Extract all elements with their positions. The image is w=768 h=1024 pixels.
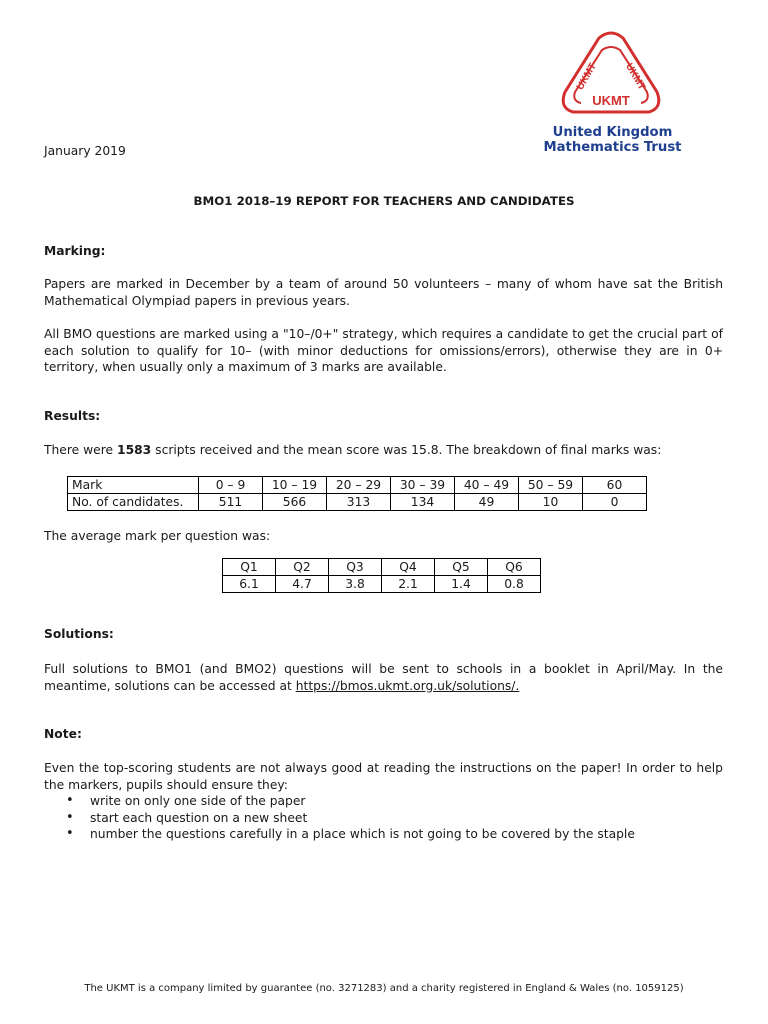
solutions-heading: Solutions:	[44, 627, 114, 641]
table-cell: Q5	[435, 559, 488, 576]
table-cell: 3.8	[329, 576, 382, 593]
table-cell: Q1	[223, 559, 276, 576]
table-cell: 10 – 19	[263, 477, 327, 494]
table-cell: Q2	[276, 559, 329, 576]
table-cell: 40 – 49	[455, 477, 519, 494]
table-cell: 511	[199, 494, 263, 511]
note-text: Even the top-scoring students are not always good at reading the instructions on the paper! In order to help the markers, pupils should ensure they:	[44, 761, 723, 792]
marking-paragraph-1: Papers are marked in December by a team of around 50 volunteers – many of whom have sat the British Mathematical Olympiad papers in previous years.	[44, 277, 723, 308]
list-item: • number the questions carefully in a place which is not going to be covered by the staple	[44, 826, 635, 843]
table-cell: 6.1	[223, 576, 276, 593]
table-cell: No. of candidates.	[68, 494, 199, 511]
table-cell: 1.4	[435, 576, 488, 593]
table-cell: 566	[263, 494, 327, 511]
question-average-table	[222, 558, 541, 593]
table-cell: 50 – 59	[519, 477, 583, 494]
ukmt-logo	[555, 28, 667, 124]
table-cell: Q3	[329, 559, 382, 576]
logo-bottom-text: UKMT	[592, 93, 630, 108]
table-row	[223, 576, 541, 593]
document-date: January 2019	[44, 144, 126, 158]
document-title: BMO1 2018–19 REPORT FOR TEACHERS AND CANDIDATES	[193, 194, 575, 208]
logo-line2: Mathematics Trust	[543, 140, 682, 155]
scripts-count: 1583	[117, 443, 152, 457]
average-intro: The average mark per question was:	[44, 529, 271, 543]
table-cell: 0 – 9	[199, 477, 263, 494]
note-bullet-list	[44, 793, 635, 843]
note-heading: Note:	[44, 727, 82, 741]
marking-heading: Marking:	[44, 244, 106, 258]
logo-line1: United Kingdom	[552, 125, 673, 140]
logo-right-text: UKMT	[623, 61, 648, 93]
solutions-text: Full solutions to BMO1 (and BMO2) questions will be sent to schools in a booklet in April/May. In the meantime, solutions can be accessed at https://bmos.ukmt.org.uk/solutions/.	[44, 662, 723, 693]
table-row	[68, 477, 647, 494]
table-cell: 20 – 29	[327, 477, 391, 494]
table-cell: 30 – 39	[391, 477, 455, 494]
solutions-link[interactable]: https://bmos.ukmt.org.uk/solutions/.	[295, 678, 520, 693]
table-cell: 0.8	[488, 576, 541, 593]
table-row	[223, 559, 541, 576]
logo-org-name	[540, 125, 685, 155]
table-cell: 313	[327, 494, 391, 511]
logo-left-text: UKMT	[574, 61, 599, 93]
table-cell: 10	[519, 494, 583, 511]
list-item: • write on only one side of the paper	[44, 793, 635, 810]
results-intro: There were 1583 scripts received and the mean score was 15.8. The breakdown of final marks was:	[44, 443, 662, 457]
table-cell: 60	[583, 477, 647, 494]
table-cell: Q6	[488, 559, 541, 576]
table-cell: Mark	[68, 477, 199, 494]
list-item: • start each question on a new sheet	[44, 810, 635, 827]
table-cell: 4.7	[276, 576, 329, 593]
marking-paragraph-2: All BMO questions are marked using a "10–/0+" strategy, which requires a candidate to get the crucial part of each solution to qualify for 10– (with minor deductions for omissions/errors), otherwise they are in 0+ territory, when usually only a maximum of 3 marks are available.	[44, 327, 723, 374]
results-heading: Results:	[44, 409, 101, 423]
page-footer: The UKMT is a company limited by guarantee (no. 3271283) and a charity registered in England & Wales (no. 1059125)	[84, 983, 684, 994]
marks-breakdown-table	[67, 476, 647, 511]
table-cell: 2.1	[382, 576, 435, 593]
table-cell: 49	[455, 494, 519, 511]
table-row	[68, 494, 647, 511]
table-cell: 0	[583, 494, 647, 511]
table-cell: Q4	[382, 559, 435, 576]
table-cell: 134	[391, 494, 455, 511]
